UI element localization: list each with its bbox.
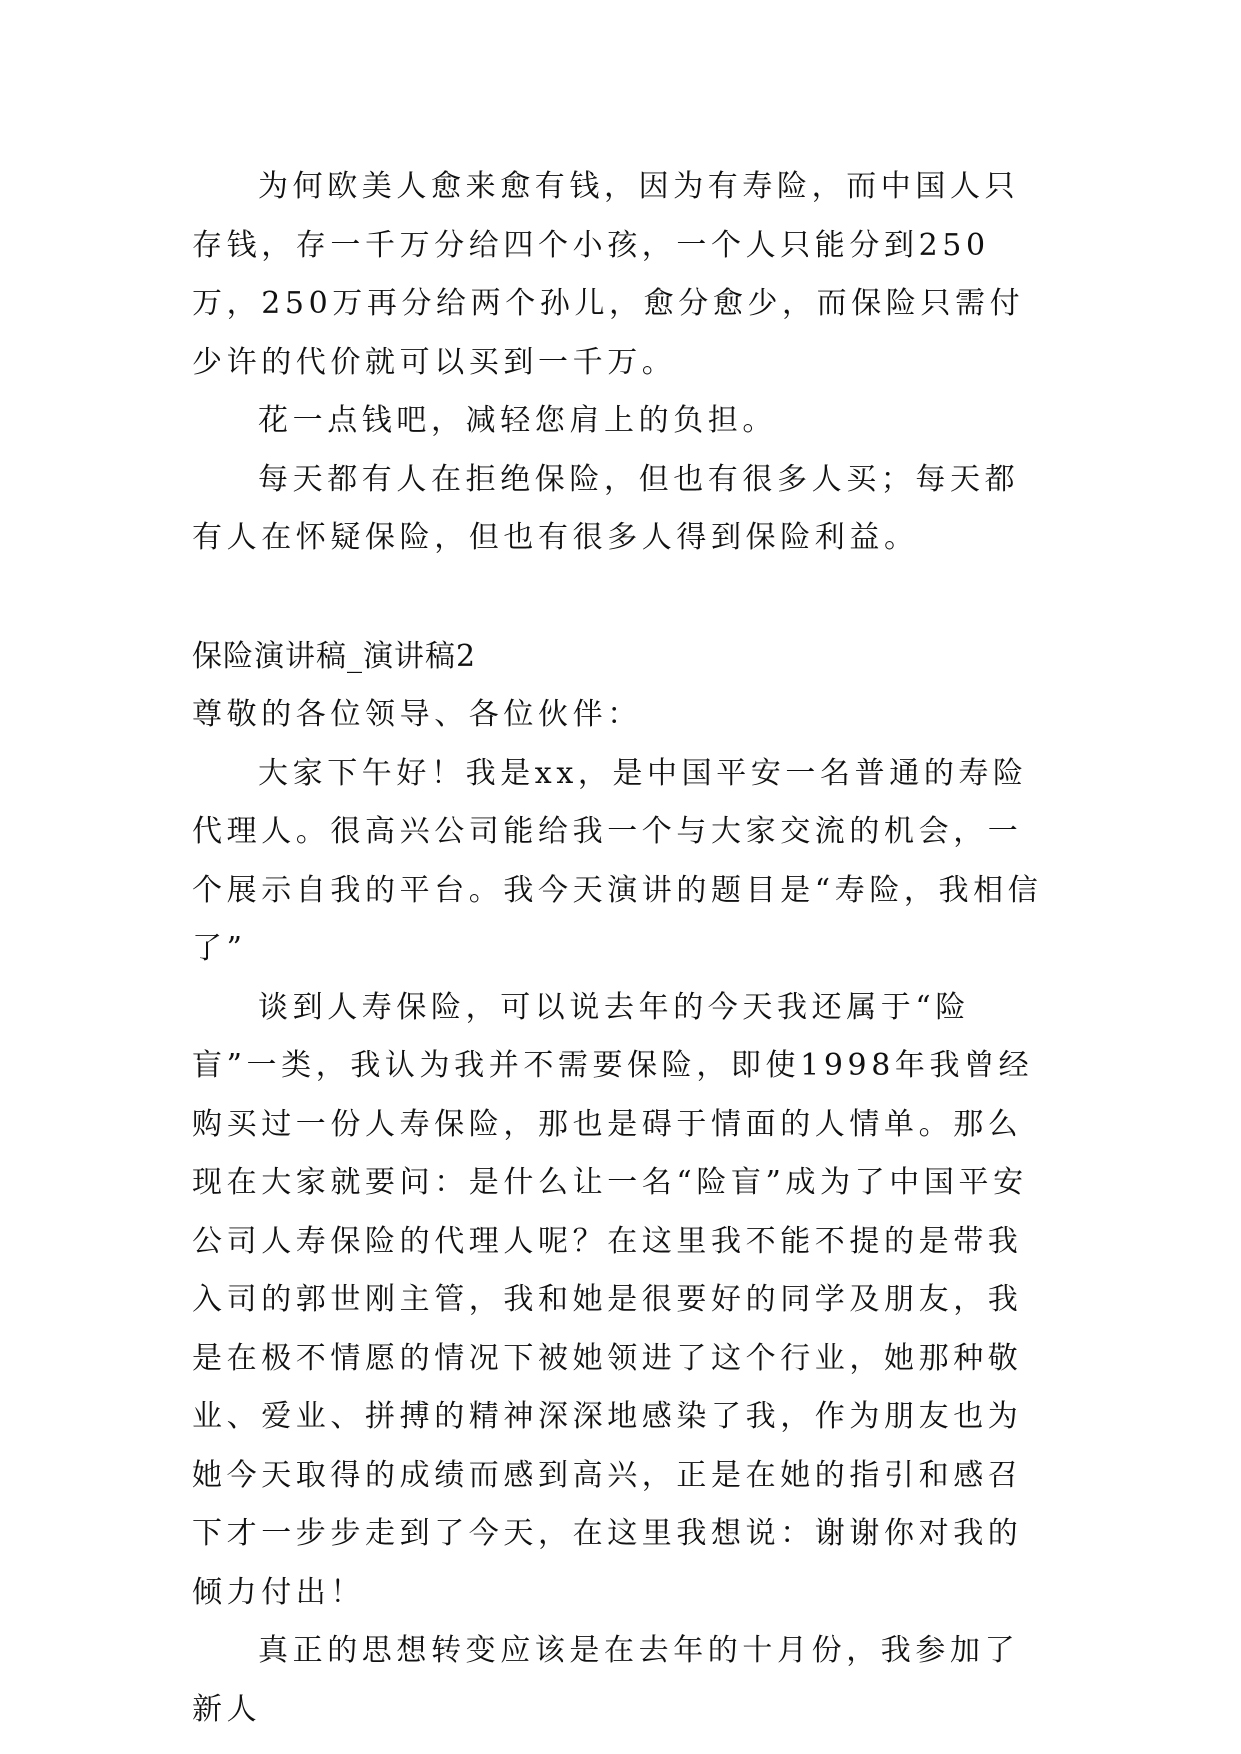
paragraph-greeting: 大家下午好！我是xx，是中国平安一名普通的寿险代理人。很高兴公司能给我一个与大家交流的机会，一个展示自我的平台。我今天演讲的题目是“寿险，我相信了”: [192, 755, 1043, 966]
salutation: 尊敬的各位领导、各位伙伴：: [192, 697, 642, 732]
document-body: [192, 158, 1050, 1739]
paragraph-turning-point: 真正的思想转变应该是在去年的十月份，我参加了新人: [192, 1633, 1020, 1727]
paragraph-daily: 每天都有人在拒绝保险，但也有很多人买；每天都有人在怀疑保险，但也有很多人得到保险利益。: [192, 461, 1020, 555]
paragraph-spend: 花一点钱吧，减轻您肩上的负担。: [258, 403, 777, 438]
paragraph-life-insurance: 谈到人寿保险，可以说去年的今天我还属于“险盲”一类，我认为我并不需要保险，即使1998年我曾经购买过一份人寿保险，那也是碍于情面的人情单。那么现在大家就要问：是什么让一名“险盲”成为了中国平安公司人寿保险的代理人呢？在这里我不能不提的是带我入司的郭世刚主管，我和她是很要好的同学及朋友，我是在极不情愿的情况下被她领进了这个行业，她那种敬业、爱业、拼搏的精神深深地感染了我，作为朋友也为她今天取得的成绩而感到高兴，正是在她的指引和感召下才一步步走到了今天，在这里我想说：谢谢你对我的倾力付出！: [192, 989, 1034, 1610]
section-spacer: [192, 568, 1050, 628]
paragraph-wealth: 为何欧美人愈来愈有钱，因为有寿险，而中国人只存钱，存一千万分给四个小孩，一个人只能分到250万，250万再分给两个孙儿，愈分愈少，而保险只需付少许的代价就可以买到一千万。: [192, 169, 1025, 380]
section-title: 保险演讲稿_演讲稿2: [192, 638, 477, 674]
